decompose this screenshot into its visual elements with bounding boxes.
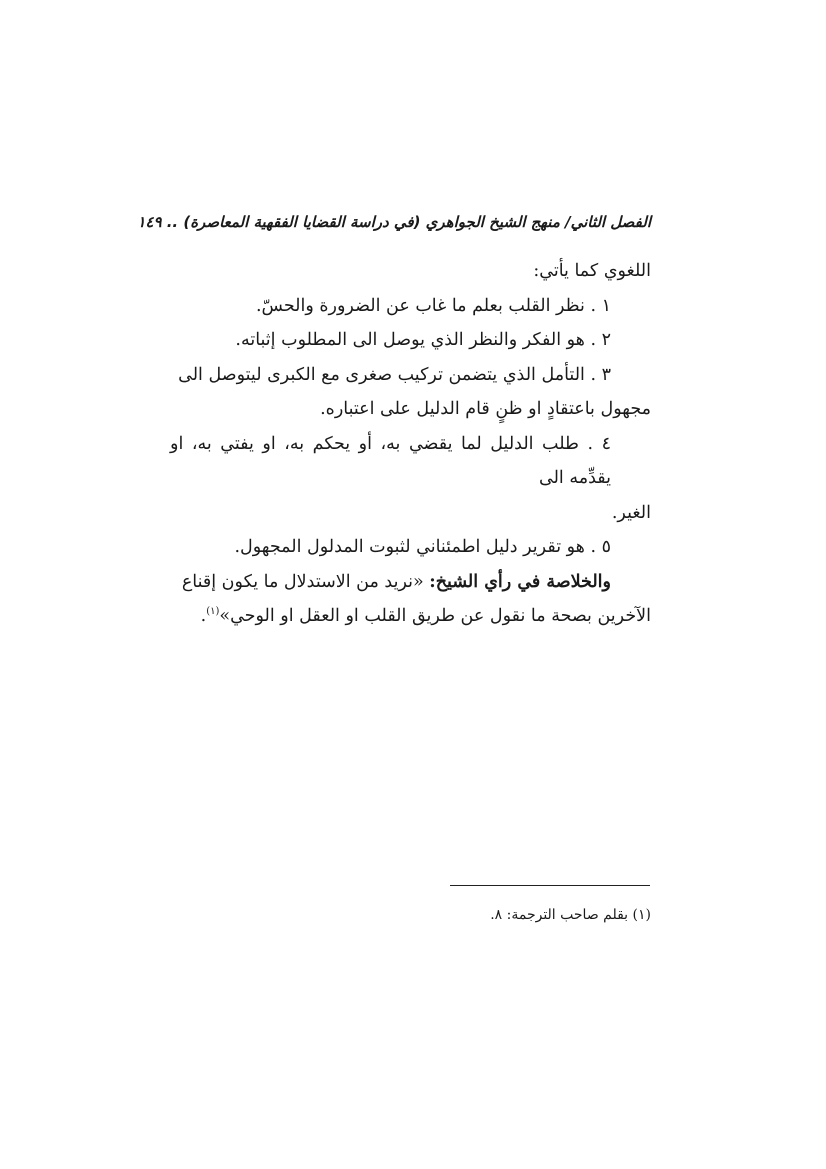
list-item-4-continuation: الغير. xyxy=(611,502,651,523)
list-item-4: ٤ . طلب الدليل لما يقضي به، أو يحكم به، او يفتي به، او يقدِّمه الى xyxy=(170,433,611,488)
conclusion-period: . xyxy=(200,606,207,626)
conclusion-quote-end: الآخرين بصحة ما نقول عن طريق القلب او العقل او الوحي» xyxy=(219,606,651,626)
footnote-divider xyxy=(450,885,650,886)
body-text xyxy=(170,254,651,634)
conclusion-label: والخلاصة في رأي الشيخ: xyxy=(429,571,611,592)
footnote: (١) بقلم صاحب الترجمة: ٨. xyxy=(490,907,651,923)
intro-line: اللغوي كما يأتي: xyxy=(533,261,651,281)
footnote-reference[interactable]: (١) xyxy=(206,606,220,618)
conclusion-line-1 xyxy=(170,565,651,600)
list-item-1: ١ . نظر القلب بعلم ما غاب عن الضرورة والحسّ. xyxy=(255,295,611,316)
list-item-3-continuation: مجهول باعتقادٍ او ظنٍ قام الدليل على اعتباره. xyxy=(320,399,651,419)
conclusion-line-2 xyxy=(170,599,651,634)
running-header: الفصل الثاني/ منهج الشيخ الجواهري (في دراسة القضايا الفقهية المعاصرة) .. ١٤٩ xyxy=(137,213,651,231)
conclusion-quote-start: «نريد من الاستدلال ما يكون إقناع xyxy=(181,571,430,592)
list-item-2: ٢ . هو الفكر والنظر الذي يوصل الى المطلوب إثباته. xyxy=(235,330,611,350)
list-item-5: ٥ . هو تقرير دليل اطمئناني لثبوت المدلول المجهول. xyxy=(234,537,611,557)
list-item-3: ٣ . التأمل الذي يتضمن تركيب صغرى مع الكبرى ليتوصل الى xyxy=(178,364,611,385)
